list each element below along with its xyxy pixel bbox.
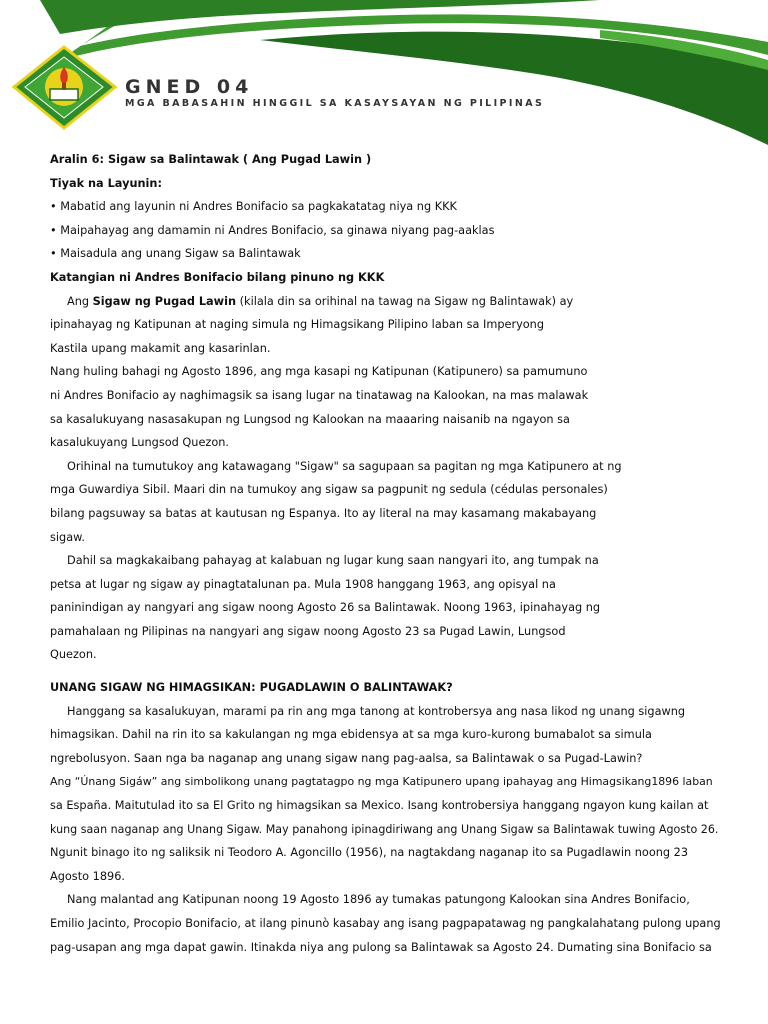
objective-item: • Mabatid ang layunin ni Andres Bonifacio sa pagkakatatag niya ng KKK xyxy=(50,200,457,214)
paragraph-line: Ang “Únang Sigáw” ang simbolikong unang pagtatagpo ng mga Katipunero upang ipahayag ang Himagsikang1896 laban xyxy=(50,775,713,789)
lesson-title: Aralin 6: Sigaw sa Balintawak ( Ang Pugad Lawin ) xyxy=(50,153,372,166)
paragraph-line: kung saan naganap ang Unang Sigaw. May panahong ipinagdiriwang ang Unang Sigaw sa Balintawak tuwing Agosto 26. xyxy=(50,822,719,836)
paragraph-line: petsa at lugar ng sigaw ay pinagtatalunan pa. Mula 1908 hanggang 1963, ang opisyal na xyxy=(50,577,556,591)
paragraph-line: Dahil sa magkakaibang pahayag at kalabuan ng lugar kung saan nangyari ito, ang tumpak na xyxy=(67,554,599,568)
paragraph-line: paninindigan ay nangyari ang sigaw noong Agosto 26 sa Balintawak. Noong 1963, ipinahayag ng xyxy=(50,601,601,615)
paragraph-line: mga Guwardiya Sibil. Maari din na tumukoy ang sigaw sa pagpunit ng sedula (cédulas personales) xyxy=(50,483,608,497)
paragraph-line: Kastila upang makamit ang kasarinlan. xyxy=(50,341,271,355)
paragraph-line: sigaw. xyxy=(50,530,85,544)
paragraph-line: pamahalaan ng Pilipinas na nangyari ang sigaw noong Agosto 23 sa Pugad Lawin, Lungsod xyxy=(50,624,566,638)
paragraph-line: Nang malantad ang Katipunan noong 19 Agosto 1896 ay tumakas patungong Kalookan sina Andres Bonifacio, xyxy=(67,893,690,907)
paragraph-line: sa España. Maitutulad ito sa El Grito ng himagsikan sa Mexico. Isang kontrobersiya hanggang ngayon kung kailan at xyxy=(50,799,709,813)
section-heading: Katangian ni Andres Bonifacio bilang pinuno ng KKK xyxy=(50,270,385,284)
paragraph-line: Quezon. xyxy=(50,648,97,662)
paragraph-line: ni Andres Bonifacio ay naghimagsik sa isang lugar na tinatawag na Kalookan, na mas malawak xyxy=(50,388,589,402)
objective-item: • Maisadula ang unang Sigaw sa Balintawak xyxy=(50,247,301,261)
paragraph-line: kasalukuyang Lungsod Quezon. xyxy=(50,436,229,450)
paragraph-line: bilang pagsuway sa batas at kautusan ng Espanya. Ito ay literal na may kasamang makabayang xyxy=(50,506,597,520)
objective-item: • Maipahayag ang damamin ni Andres Bonifacio, sa ginawa niyang pag-aaklas xyxy=(50,223,495,237)
paragraph-line: Nang huling bahagi ng Agosto 1896, ang mga kasapi ng Katipunan (Katipunero) sa pamumuno xyxy=(50,365,588,379)
lesson-body xyxy=(50,148,722,959)
paragraph-text: Ang xyxy=(67,294,93,308)
university-seal-icon xyxy=(12,45,117,130)
paragraph-text: (kilala din sa orihinal na tawag na Sigaw ng Balintawak) ay xyxy=(236,294,574,308)
paragraph-line: Agosto 1896. xyxy=(50,869,125,883)
paragraph-line: Hanggang sa kasalukuyan, marami pa rin ang mga tanong at kontrobersya ang nasa likod ng unang sigawng xyxy=(67,704,686,718)
paragraph-line: ngrebolusyon. Saan nga ba naganap ang unang sigaw nang pag-aalsa, sa Balintawak o sa Pugad-Lawin? xyxy=(50,751,643,765)
paragraph-line: sa kasalukuyang nasasakupan ng Lungsod ng Kalookan na maaaring naisanib na ngayon sa xyxy=(50,412,570,426)
paragraph-line: himagsikan. Dahil na rin ito sa kakulangan ng mga ebidensya at sa mga kuro-kurong bumabalot sa simula xyxy=(50,728,652,742)
course-title: MGA BABASAHIN HINGGIL SA KASAYSAYAN NG PILIPINAS xyxy=(125,98,545,109)
bold-term: Sigaw ng Pugad Lawin xyxy=(92,294,237,308)
paragraph-line: Emilio Jacinto, Procopio Bonifacio, at ilang pinunò kasabay ang isang pagpapatawag ng pangkalahatang pulong upang xyxy=(50,917,721,930)
paragraph-line: Orihinal na tumutukoy ang katawagang "Sigaw" sa sagupaan sa pagitan ng mga Katipunero at ng xyxy=(67,459,622,473)
section-heading: UNANG SIGAW NG HIMAGSIKAN: PUGADLAWIN O BALINTAWAK? xyxy=(50,681,453,695)
spacer xyxy=(50,667,722,676)
objectives-heading: Tiyak na Layunin: xyxy=(50,176,162,190)
paragraph-line: pag-usapan ang mga dapat gawin. Itinakda niya ang pulong sa Balintawak sa Agosto 24. Dumating sina Bonifacio sa xyxy=(50,940,712,954)
course-code: GNED 04 xyxy=(125,76,254,98)
paragraph-line xyxy=(50,290,722,314)
paragraph-line: Ngunit binago ito ng saliksik ni Teodoro A. Agoncillo (1956), na nagtakdang naganap ito sa Pugadlawin noong 23 xyxy=(50,846,689,860)
paragraph-line: ipinahayag ng Katipunan at naging simula ng Himagsikang Pilipino laban sa Imperyong xyxy=(50,318,545,332)
